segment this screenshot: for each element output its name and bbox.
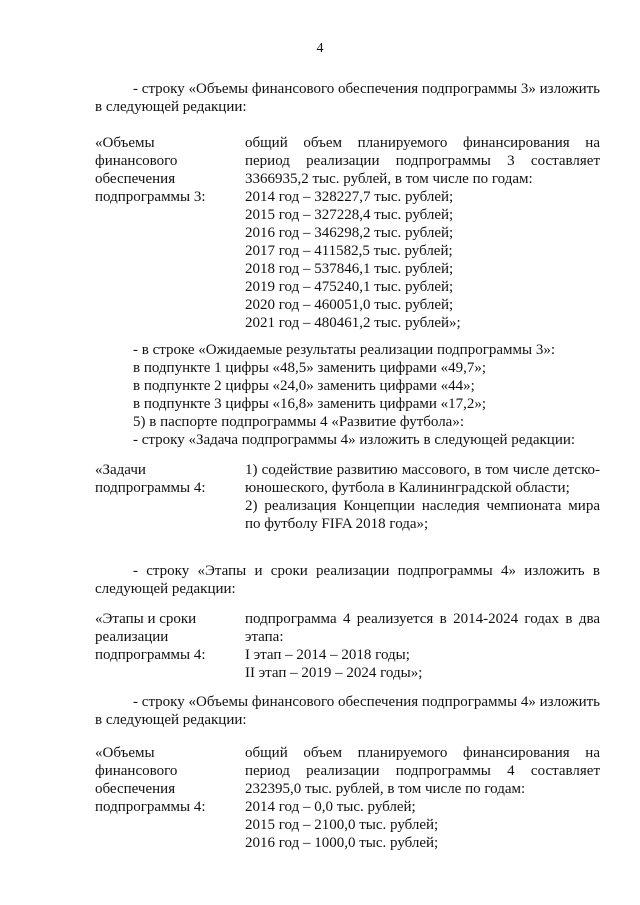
funding-year-row: 2017 год – 411582,5 тыс. рублей; — [245, 243, 453, 259]
funding-year-row: 2020 год – 460051,0 тыс. рублей; — [245, 297, 454, 313]
content-subprogram3-funding — [245, 134, 600, 332]
label-line: «Этапы и сроки — [95, 611, 197, 627]
label-line: подпрограммы 4: — [95, 480, 206, 496]
content-subprogram4-funding — [245, 744, 600, 852]
funding-summary: общий объем планируемого финансирования на период реализации подпрограммы 4 составляет 232395,0 тыс. рублей, в том числе по годам: — [245, 745, 600, 797]
text-line: в подпункте 2 цифры «24,0» заменить цифрами «44»; — [133, 378, 475, 394]
paragraph-subprogram4-stages-intro: - строку «Этапы и сроки реализации подпрограммы 4» изложить в следующей редакции: — [95, 563, 600, 597]
funding-year-row: 2016 год – 1000,0 тыс. рублей; — [245, 835, 439, 851]
funding-year-row: 2014 год – 0,0 тыс. рублей; — [245, 799, 416, 815]
paragraph-subprogram3-funding-intro: - строку «Объемы финансового обеспечения подпрограммы 3» изложить в следующей редакции: — [95, 81, 600, 115]
label-line: «Задачи — [95, 462, 146, 478]
text-line: - в строке «Ожидаемые результаты реализации подпрограммы 3»: — [133, 342, 555, 358]
stage-row: II этап – 2019 – 2024 годы»; — [245, 665, 423, 681]
task-item: 1) содействие развитию массового, в том числе детско-юношеского, футбола в Калининградской области; — [245, 462, 600, 496]
funding-year-row: 2015 год – 2100,0 тыс. рублей; — [245, 817, 439, 833]
label-subprogram4-tasks — [95, 461, 235, 497]
text-line: в подпункте 1 цифры «48,5» заменить цифрами «49,7»; — [133, 360, 487, 376]
label-line: «Объемы — [95, 135, 155, 151]
funding-year-row: 2018 год – 537846,1 тыс. рублей; — [245, 261, 454, 277]
content-subprogram4-tasks — [245, 461, 600, 533]
label-line: обеспечения — [95, 781, 176, 797]
text-line: - строку «Задача подпрограммы 4» изложить в следующей редакции: — [133, 432, 576, 448]
label-subprogram4-stages — [95, 610, 235, 664]
label-line: финансового — [95, 153, 178, 169]
stage-row: I этап – 2014 – 2018 годы; — [245, 647, 410, 663]
label-line: финансового — [95, 763, 178, 779]
label-subprogram3-funding — [95, 134, 235, 206]
text-line: в подпункте 3 цифры «16,8» заменить цифрами «17,2»; — [133, 396, 487, 412]
label-line: «Объемы — [95, 745, 155, 761]
funding-year-row: 2021 год – 480461,2 тыс. рублей»; — [245, 315, 461, 331]
label-line: подпрограммы 4: — [95, 647, 206, 663]
label-line: подпрограммы 3: — [95, 189, 206, 205]
funding-year-row: 2015 год – 327228,4 тыс. рублей; — [245, 207, 454, 223]
paragraph-subprogram4-funding-intro: - строку «Объемы финансового обеспечения подпрограммы 4» изложить в следующей редакции: — [95, 694, 600, 728]
label-subprogram4-funding — [95, 744, 235, 816]
content-subprogram4-stages — [245, 610, 600, 682]
funding-year-row: 2016 год – 346298,2 тыс. рублей; — [245, 225, 454, 241]
label-line: реализации — [95, 629, 169, 645]
funding-summary: общий объем планируемого финансирования на период реализации подпрограммы 3 составляет 3366935,2 тыс. рублей, в том числе по годам: — [245, 135, 600, 187]
funding-year-row: 2019 год – 475240,1 тыс. рублей; — [245, 279, 454, 295]
stages-summary: подпрограмма 4 реализуется в 2014-2024 годах в два этапа: — [245, 611, 600, 645]
funding-year-row: 2014 год – 328227,7 тыс. рублей; — [245, 189, 454, 205]
page-number: 4 — [316, 41, 324, 56]
task-item: 2) реализация Концепции наследия чемпионата мира по футболу FIFA 2018 года»; — [245, 498, 600, 532]
text-line: 5) в паспорте подпрограммы 4 «Развитие футбола»: — [133, 414, 465, 430]
label-line: подпрограммы 4: — [95, 799, 206, 815]
label-line: обеспечения — [95, 171, 176, 187]
